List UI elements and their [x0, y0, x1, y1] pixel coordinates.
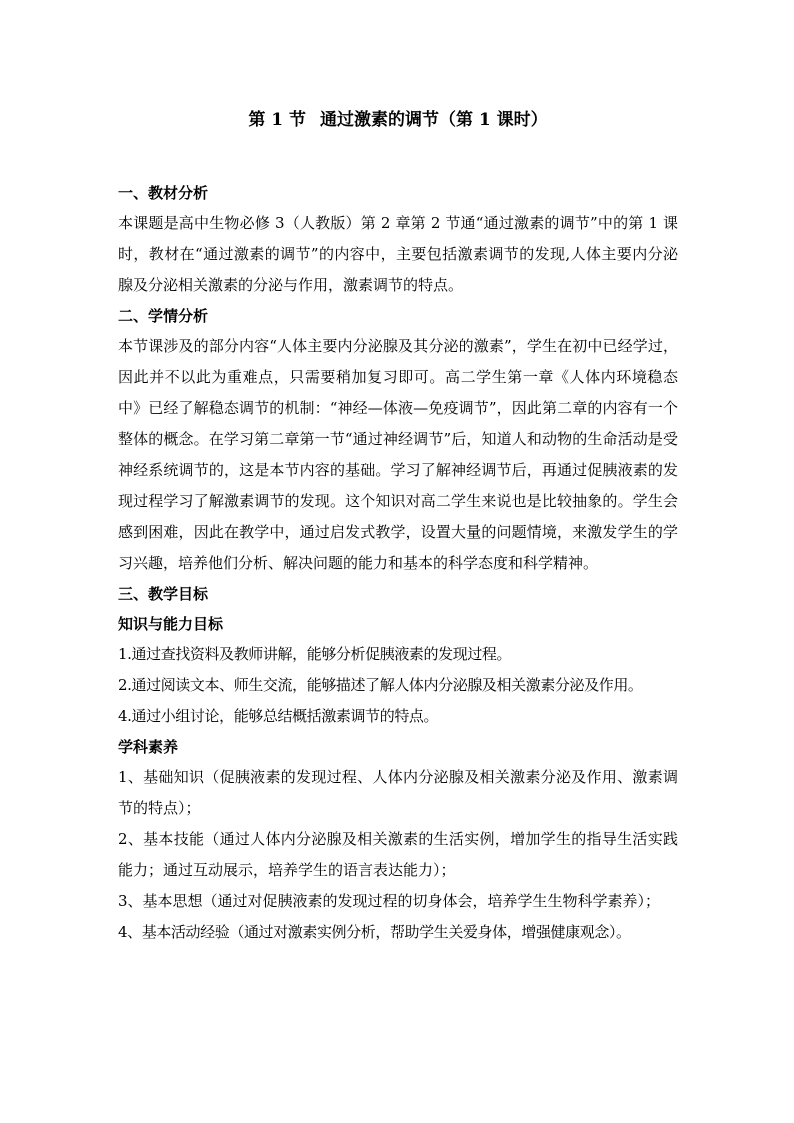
heading-teaching-goals: 三、教学目标	[118, 585, 209, 603]
document-title	[118, 108, 678, 132]
knowledge-goal-item: 2.通过阅读文本、师生交流，能够描述了解人体内分泌腺及相关激素分泌及作用。	[118, 676, 643, 694]
heading-textbook-analysis: 一、教材分析	[118, 184, 209, 202]
title-section-number: 第 1 节	[248, 110, 306, 130]
heading-student-analysis: 二、学情分析	[118, 307, 209, 325]
knowledge-goal-item: 1.通过查找资料及教师讲解，能够分析促胰液素的发现过程。	[118, 645, 512, 663]
literacy-item: 1、基础知识（促胰液素的发现过程、人体内分泌腺及相关激素分泌及作用、激素调节的特点）；	[118, 768, 678, 817]
knowledge-goal-item: 4.通过小组讨论，能够总结概括激素调节的特点。	[118, 707, 439, 725]
heading-knowledge-goals: 知识与能力目标	[118, 615, 224, 633]
literacy-item: 4、基本活动经验（通过对激素实例分析，帮助学生关爱身体，增强健康观念）。	[118, 923, 631, 941]
paragraph-student-analysis: 本节课涉及的部分内容“人体主要内分泌腺及其分泌的激素”，学生在初中已经学过，因此并不以此为重难点，只需要稍加复习即可。高二学生第一章《人体内环境稳态中》已经了解稳态调节的机制：“神经—体液—免疫调节”，因此第二章的内容有一个整体的概念。在学习第二章第一节“通过神经调节”后，知道人和动物的生命活动是受神经系统调节的，这是本节内容的基础。学习了解神经调节后，再通过促胰液素的发现过程学习了解激素调节的发现。这个知识对高二学生来说也是比较抽象的。学生会感到困难，因此在教学中，通过启发式教学，设置大量的问题情境，来激发学生的学习兴趣，培养他们分析、解决问题的能力和基本的科学态度和科学精神。	[118, 337, 678, 572]
literacy-item: 3、基本思想（通过对促胰液素的发现过程的切身体会，培养学生生物科学素养）；	[118, 892, 661, 910]
heading-subject-literacy: 学科素养	[118, 738, 179, 756]
title-section-name: 通过激素的调节（第 1 课时）	[320, 110, 548, 130]
paragraph-textbook-analysis: 本课题是高中生物必修 3（人教版）第 2 章第 2 节通“通过激素的调节”中的第 1 课时，教材在“通过激素的调节”的内容中，主要包括激素调节的发现,人体主要内分泌腺及分泌相关激素的分泌与作用，激素调节的特点。	[118, 214, 678, 294]
document-body	[118, 178, 678, 948]
literacy-item: 2、基本技能（通过人体内分泌腺及相关激素的生活实例，增加学生的指导生活实践能力；通过互动展示，培养学生的语言表达能力）；	[118, 830, 678, 879]
